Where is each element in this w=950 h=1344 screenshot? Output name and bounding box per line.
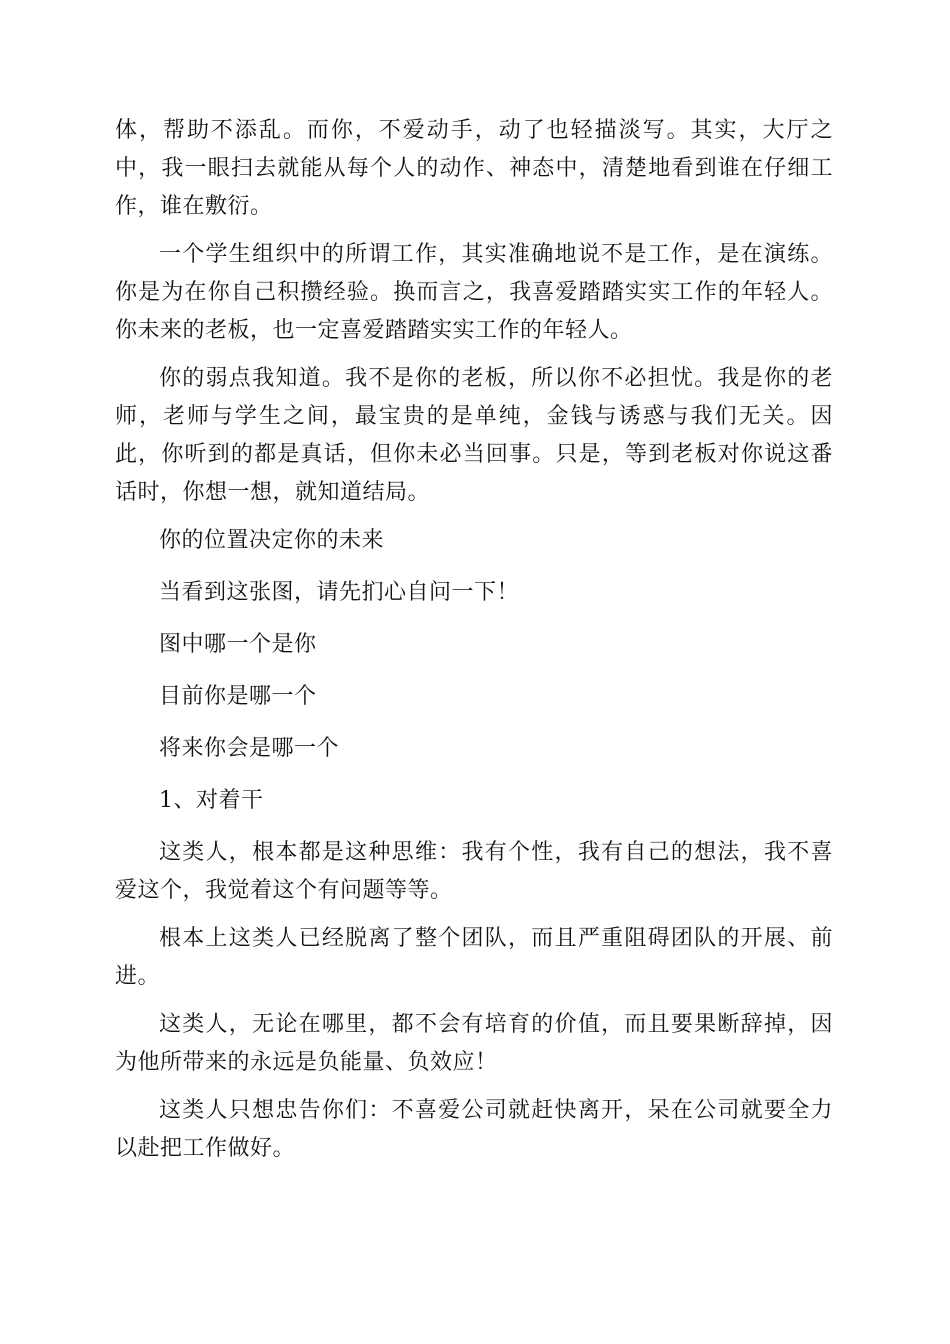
question-which-one: 图中哪一个是你 [159,632,317,657]
paragraph-advice: 这类人只想忠告你们：不喜爱公司就赶快离开，呆在公司就要全力以赴把工作做好。 [115,1098,833,1161]
paragraph-look-at-image: 当看到这张图，请先扪心自问一下！ [159,580,520,605]
paragraph-continuation: 体，帮助不添乱。而你，不爱动手，动了也轻描淡写。其实，大厅之中，我一眼扫去就能从每个人的动作、神态中，清楚地看到谁在仔细工作，谁在敷衍。 [115,118,833,219]
question-current: 目前你是哪一个 [159,684,317,709]
list-heading-1: 1、对着干 [159,788,264,813]
paragraph-mindset: 这类人，根本都是这种思维：我有个性，我有自己的想法，我不喜爱这个，我觉着这个有问题等等。 [115,840,833,903]
paragraph-detached: 根本上这类人已经脱离了整个团队，而且严重阻碍团队的开展、前进。 [115,926,833,989]
document-page [115,112,833,1178]
paragraph-weakness: 你的弱点我知道。我不是你的老板，所以你不必担忧。我是你的老师，老师与学生之间，最宝贵的是单纯，金钱与诱惑与我们无关。因此，你听到的都是真话，但你未必当回事。只是，等到老板对你说这番话时，你想一想，就知道结局。 [115,366,833,505]
paragraph-no-value: 这类人，无论在哪里，都不会有培育的价值，而且要果断辞掉，因为他所带来的永远是负能量、负效应！ [115,1012,833,1075]
paragraph-student-organization: 一个学生组织中的所谓工作，其实准确地说不是工作，是在演练。你是为在你自己积攒经验。换而言之，我喜爱踏踏实实工作的年轻人。你未来的老板，也一定喜爱踏踏实实工作的年轻人。 [115,242,833,343]
question-future: 将来你会是哪一个 [159,736,340,761]
section-heading-position: 你的位置决定你的未来 [159,528,385,553]
